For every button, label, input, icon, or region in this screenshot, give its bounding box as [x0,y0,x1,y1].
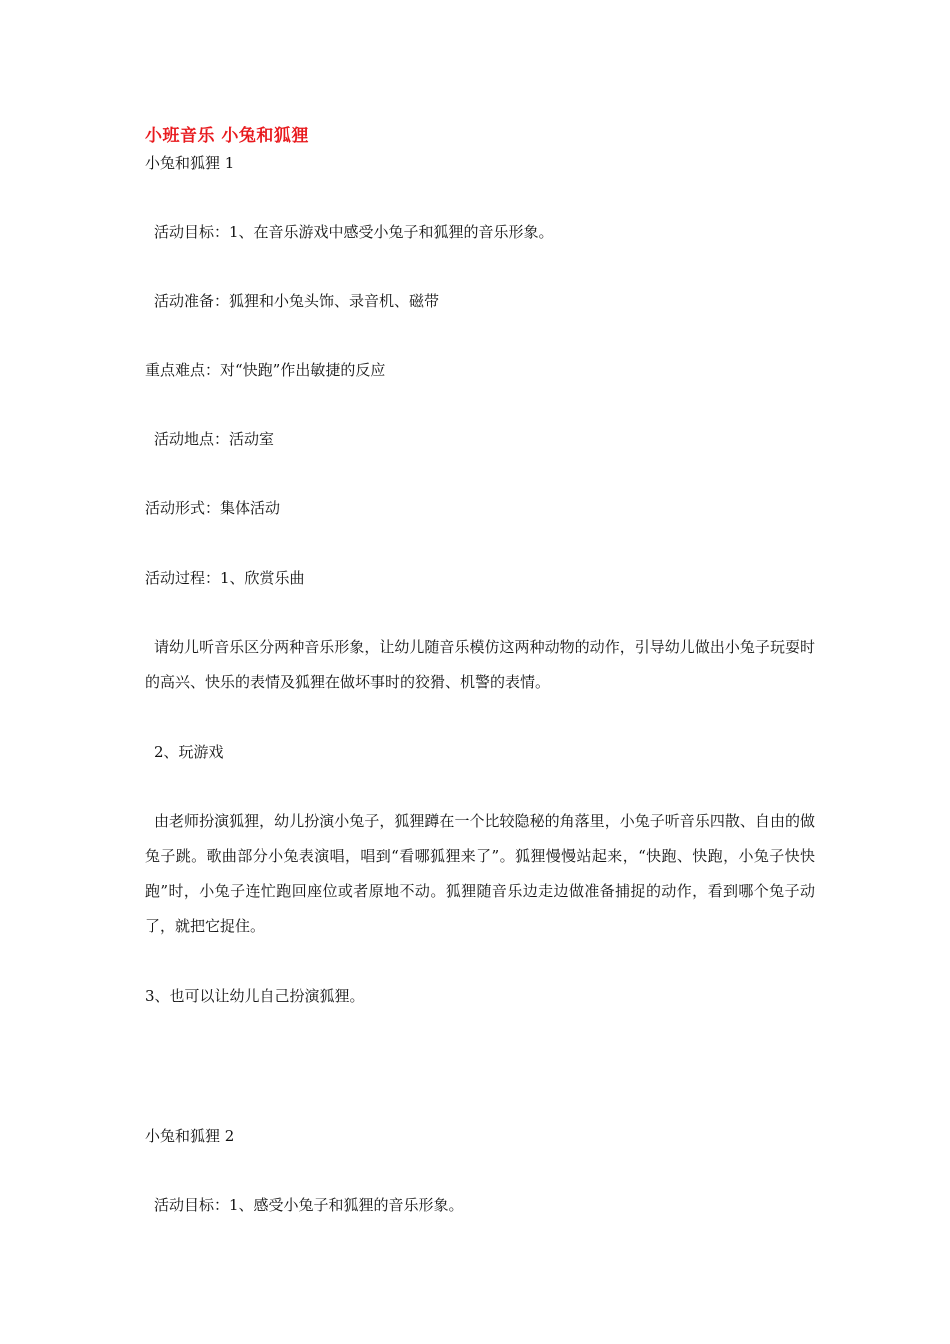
section1-location: 活动地点：活动室 [154,430,275,448]
section1-step2-title: 2、玩游戏 [154,743,224,761]
section1-step1-text: 请幼儿听音乐区分两种音乐形象，让幼儿随音乐模仿这两种动物的动作，引导幼儿做出小兔子玩耍时的高兴、快乐的表情及狐狸在做坏事时的狡猾、机警的表情。 [145,638,815,691]
section1-form: 活动形式：集体活动 [145,499,281,517]
section1-prep: 活动准备：狐狸和小兔头饰、录音机、磁带 [154,292,440,310]
section1-goal: 活动目标：1、在音乐游戏中感受小兔子和狐狸的音乐形象。 [154,223,554,241]
section1-step2-text: 由老师扮演狐狸，幼儿扮演小兔子，狐狸蹲在一个比较隐秘的角落里，小兔子听音乐四散、自由的做兔子跳。歌曲部分小兔表演唱，唱到“看哪狐狸来了”。狐狸慢慢站起来，“快跑、快跑，小兔子快快跑”时，小兔子连忙跑回座位或者原地不动。狐狸随音乐边走边做准备捕捉的动作，看到哪个兔子动了，就把它捉住。 [145,812,815,935]
section1-heading: 小兔和狐狸 1 [145,154,235,172]
document-title: 小班音乐 小兔和狐狸 [145,126,309,146]
section2-goal: 活动目标：1、感受小兔子和狐狸的音乐形象。 [154,1196,464,1214]
section1-process: 活动过程：1、欣赏乐曲 [145,569,305,587]
section2-heading: 小兔和狐狸 2 [145,1127,235,1145]
section1-key-point: 重点难点：对“快跑”作出敏捷的反应 [145,361,386,379]
section1-step3: 3、也可以让幼儿自己扮演狐狸。 [145,987,365,1005]
